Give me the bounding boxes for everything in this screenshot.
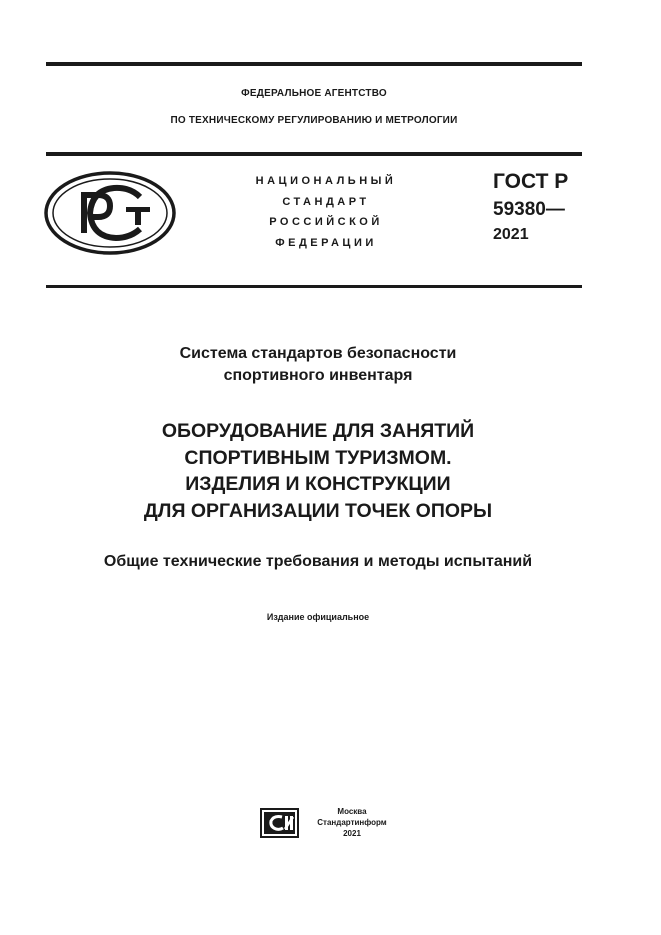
subtitle: Общие технические требования и методы испытаний [103,553,533,570]
gost-year: 2021 [493,226,529,243]
main-title [0,418,636,524]
series-line: спортивного инвентаря [223,367,413,384]
series-title [0,343,636,387]
top-rule [46,62,582,66]
main-title-line: СПОРТИВНЫМ ТУРИЗМОМ. [184,446,452,469]
gost-prefix: ГОСТ Р [493,170,569,193]
gost-designation [493,168,593,246]
publisher-city: Москва [337,807,367,816]
gost-number: 59380— [493,199,565,220]
agency-line-2: ПО ТЕХНИЧЕСКОМУ РЕГУЛИРОВАНИЮ И МЕТРОЛОГИИ [170,115,458,126]
rst-certification-logo-icon [44,171,176,255]
main-title-line: ДЛЯ ОРГАНИЗАЦИИ ТОЧЕК ОПОРЫ [143,499,493,522]
main-title-line: ОБОРУДОВАНИЕ ДЛЯ ЗАНЯТИЙ [161,420,475,442]
national-line: ФЕДЕРАЦИИ [275,236,377,249]
publisher-info [308,806,396,839]
header-rule [46,152,582,156]
agency-line-1: ФЕДЕРАЛЬНОЕ АГЕНТСТВО [241,88,387,99]
national-line: РОССИЙСКОЙ [269,216,383,228]
main-title-line: ИЗДЕЛИЯ И КОНСТРУКЦИИ [185,473,451,495]
national-standard-label [222,171,430,253]
edition-label: Издание официальное [266,612,370,622]
publisher-year: 2021 [343,829,361,838]
standartinform-logo-icon [260,808,299,838]
series-line: Система стандартов безопасности [179,345,457,362]
national-line: НАЦИОНАЛЬНЫЙ [255,175,397,187]
national-line: СТАНДАРТ [282,195,370,208]
block-rule [46,285,582,288]
publisher-name: Стандартинформ [317,818,387,827]
